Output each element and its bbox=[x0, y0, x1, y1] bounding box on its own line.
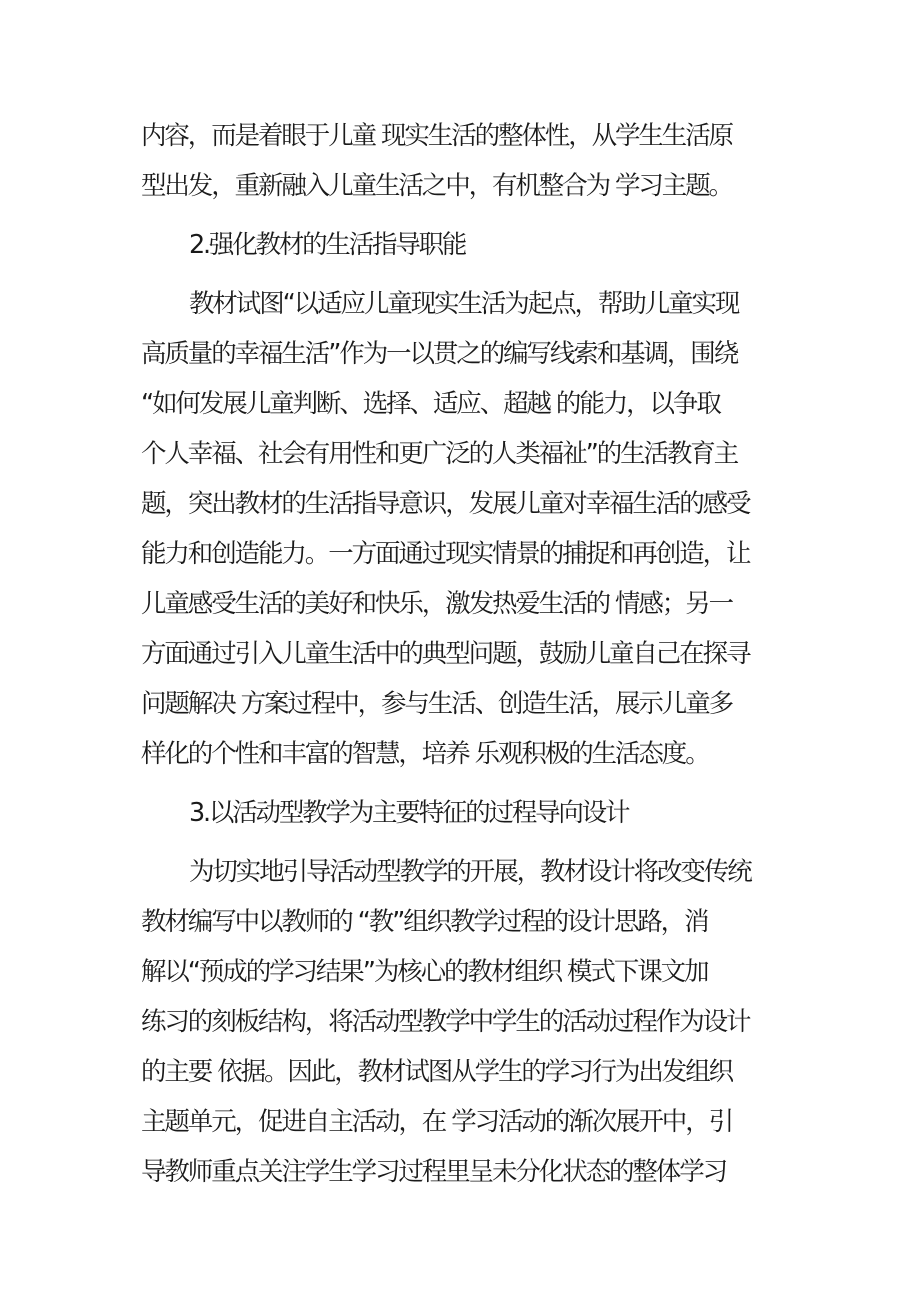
paragraph-line: 为切实地引导活动型教学的开展，教材设计将改变传统 bbox=[189, 857, 751, 887]
paragraph-line: 题，突出教材的生活指导意识，发展儿童对幸福生活的感受 bbox=[141, 489, 750, 519]
section-heading-3: 3.以活动型教学为主要特征的过程导向设计 bbox=[189, 798, 629, 828]
section-heading-2: 2.强化教材的生活指导职能 bbox=[189, 230, 466, 260]
paragraph-line: 解以“预成的学习结果”为核心的教材组织 模式下课文加 bbox=[141, 957, 708, 987]
paragraph-line: 样化的个性和丰富的智慧，培养 乐观积极的生活态度。 bbox=[141, 739, 709, 769]
paragraph-line: 教材试图“以适应儿童现实生活为起点，帮助儿童实现 bbox=[189, 289, 739, 319]
paragraph-line: 的主要 依据。因此，教材试图从学生的学习行为出发组织 bbox=[141, 1057, 733, 1087]
paragraph-line: 方面通过引入儿童生活中的典型问题，鼓励儿童自己在探寻 bbox=[141, 639, 750, 669]
paragraph-line: 导教师重点关注学生学习过程里呈未分化状态的整体学习 bbox=[141, 1157, 727, 1187]
paragraph-line: 高质量的幸福生活”作为一以贯之的编写线索和基调，围绕 bbox=[141, 339, 738, 369]
paragraph-line: 能力和创造能力。一方面通过现实情景的捕捉和再创造，让 bbox=[141, 539, 750, 569]
paragraph-line: 个人幸福、社会有用性和更广泛的人类福祉”的生活教育主 bbox=[141, 439, 738, 469]
paragraph-line: 儿童感受生活的美好和快乐，激发热爱生活的 情感；另一 bbox=[141, 589, 733, 619]
paragraph-line: 主题单元，促进自主活动，在 学习活动的渐次展开中，引 bbox=[141, 1107, 733, 1137]
paragraph-line: 教材编写中以教师的 “教”组织教学过程的设计思路，消 bbox=[141, 907, 708, 937]
paragraph-line: “如何发展儿童判断、选择、适应、超越 的能力，以争取 bbox=[141, 389, 720, 419]
paragraph-line: 练习的刻板结构，将活动型教学中学生的活动过程作为设计 bbox=[141, 1007, 750, 1037]
paragraph-line: 内容，而是着眼于儿童 现实生活的整体性，从学生生活原 bbox=[141, 121, 733, 151]
paragraph-line: 问题解决 方案过程中，参与生活、创造生活，展示儿童多 bbox=[141, 689, 733, 719]
paragraph-line: 型出发，重新融入儿童生活之中，有机整合为 学习主题。 bbox=[141, 171, 733, 201]
